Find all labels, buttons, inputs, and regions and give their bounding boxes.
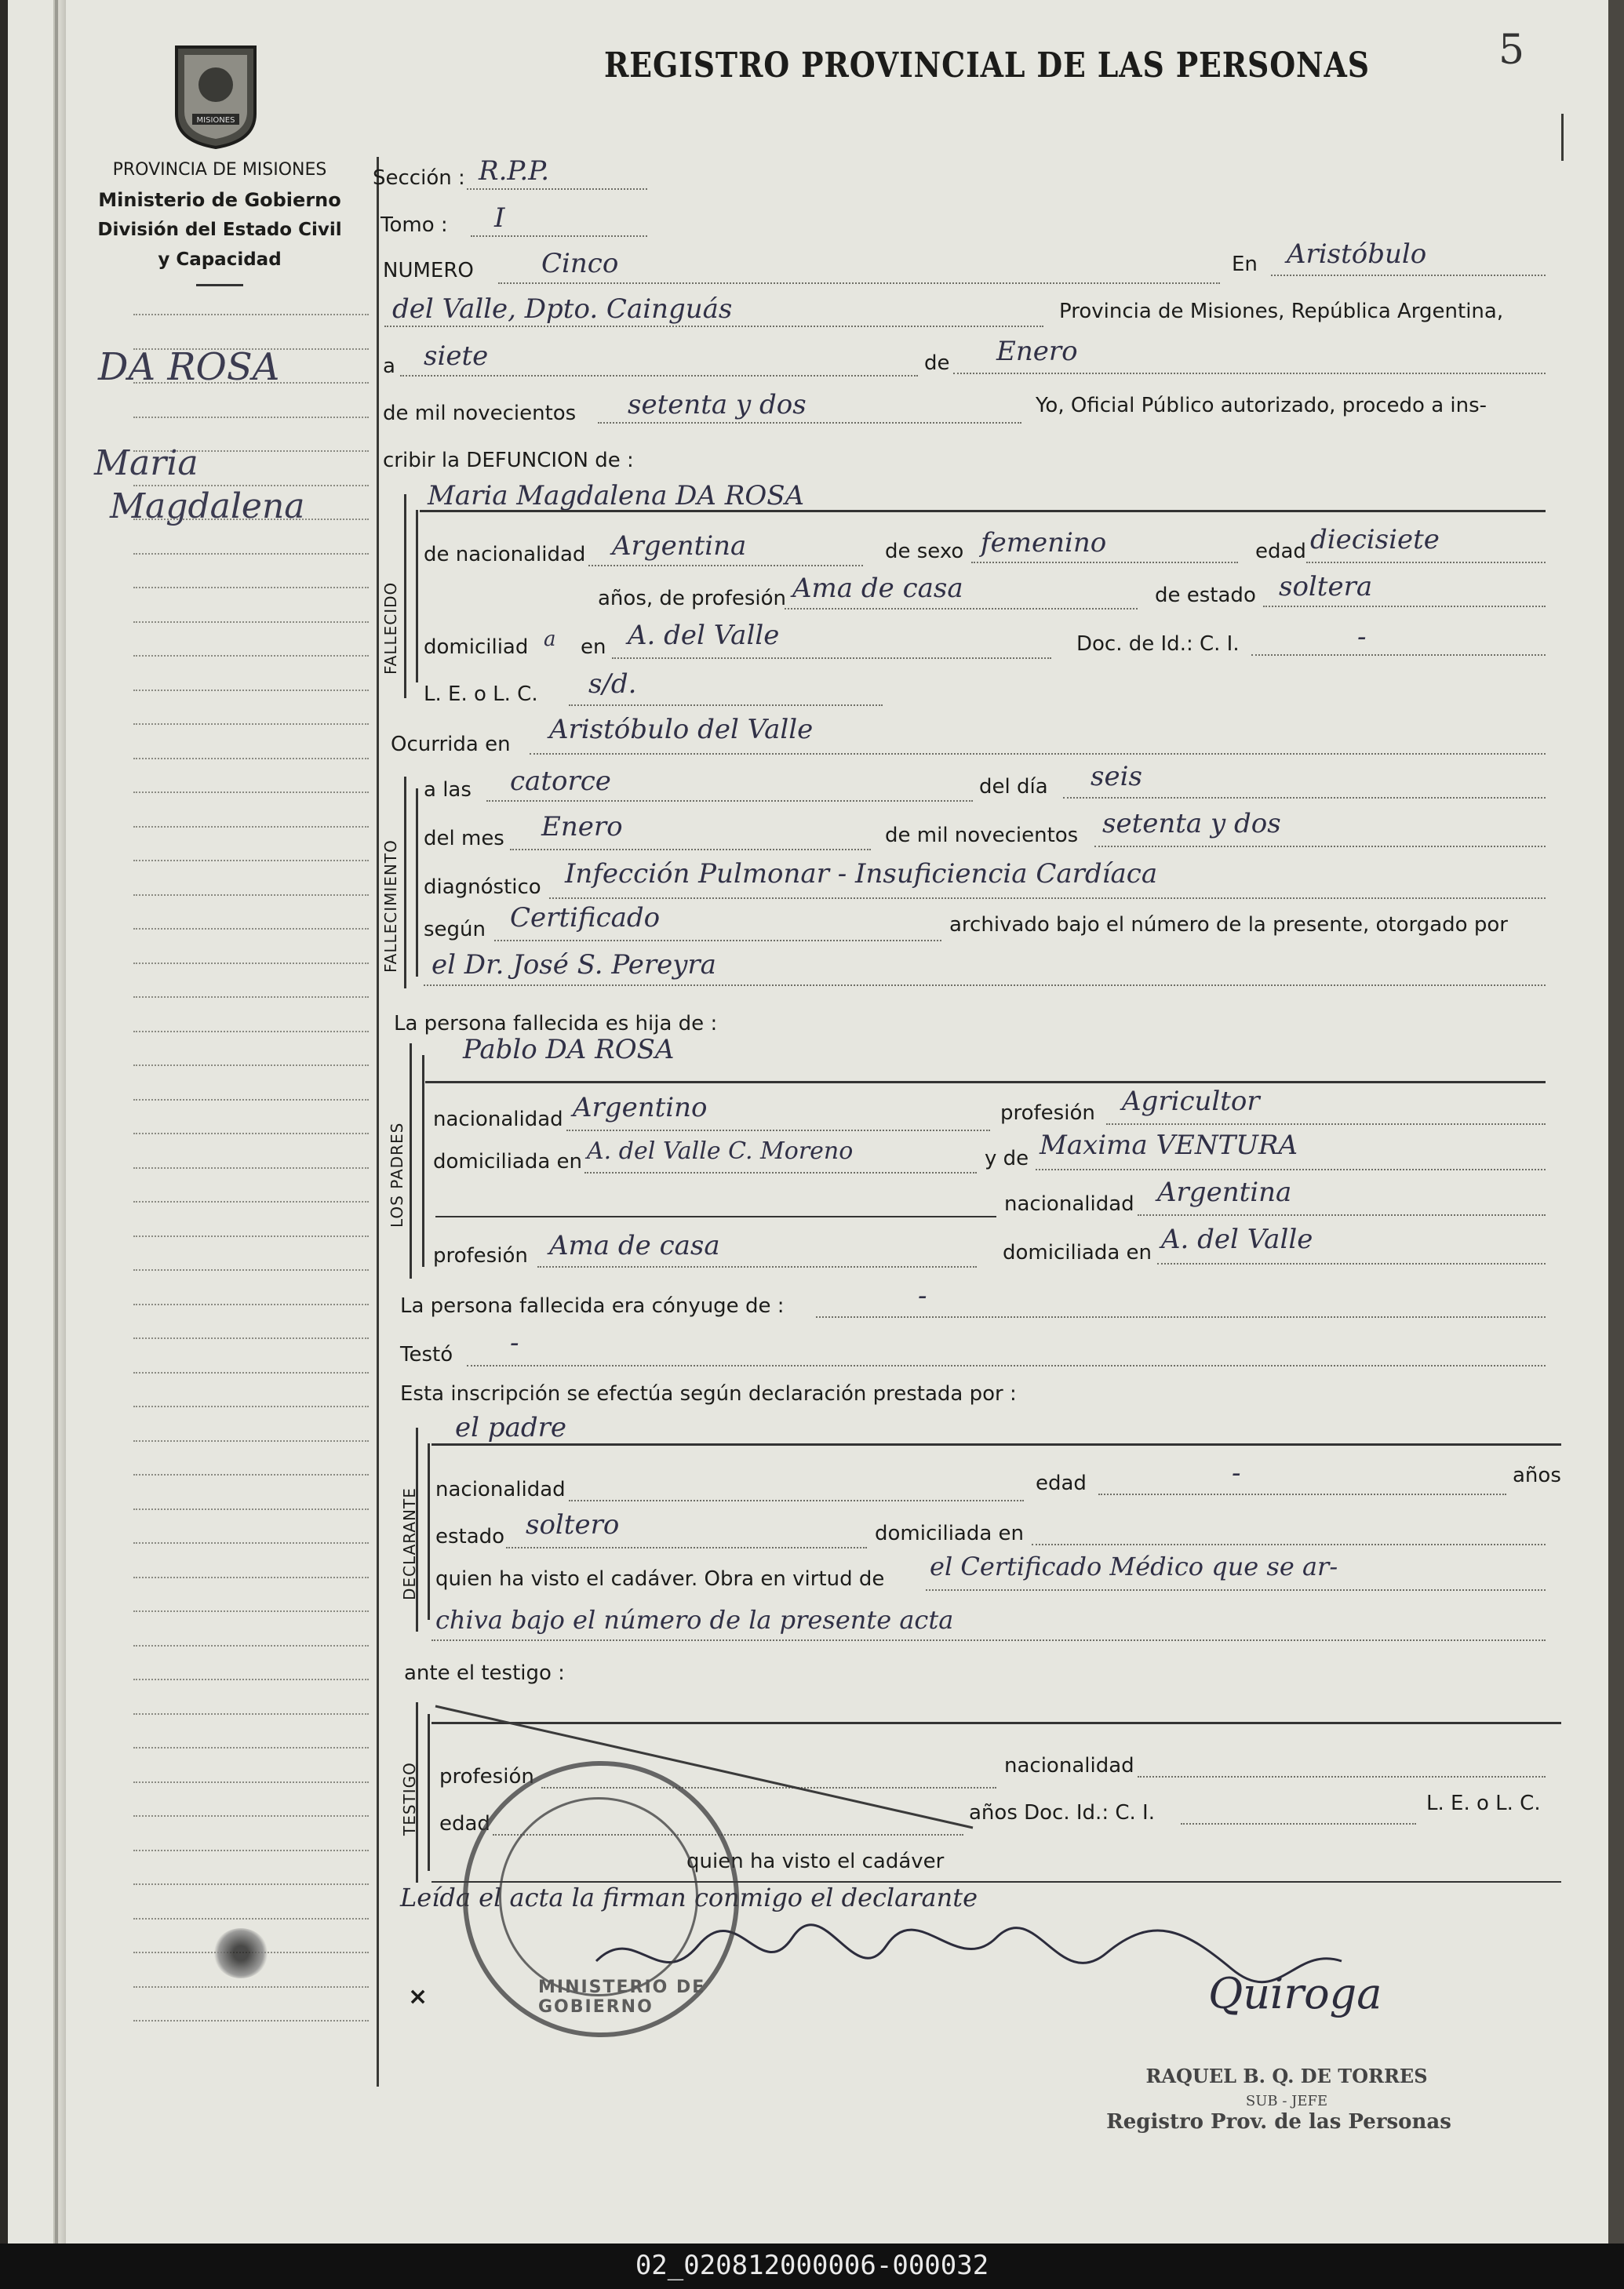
label-nacionalidad-madre: nacionalidad [1004,1192,1134,1216]
label-del-dia: del día [979,775,1048,799]
label-edad: edad [1255,540,1306,563]
page-edge [1608,0,1624,2244]
issuer-capacity: y Capacidad [158,249,282,270]
section-declarante: DECLARANTE [400,1487,419,1600]
value-numero: Cinco [541,248,619,279]
value-otorgado-por: el Dr. José S. Pereyra [431,949,716,981]
label-profesion-padre: profesión [1000,1101,1095,1125]
label-a: a [383,355,395,378]
official-signature: Quiroga [1208,1969,1382,2018]
margin-given-name-2: Magdalena [110,486,305,526]
margin-surname: DA ROSA [98,345,280,389]
value-segun: Certificado [510,902,661,933]
label-oficial-publico: Yo, Oficial Público autorizado, procedo a ins- [1036,394,1487,417]
section-fallecimiento: FALLECIMIENTO [381,839,400,973]
label-anos-doc-testigo: años Doc. Id.: C. I. [969,1801,1155,1825]
svg-text:MISIONES: MISIONES [196,116,235,125]
label-de-estado: de estado [1155,584,1256,607]
value-obra-virtud-2: chiva bajo el número de la presente acta [435,1605,954,1635]
value-obra-virtud: el Certificado Médico que se ar- [930,1552,1338,1581]
value-madre: Maxima VENTURA [1040,1130,1298,1161]
value-mes: Enero [996,336,1078,367]
value-tomo: I [494,202,505,234]
label-quien-ha-visto: quien ha visto el cadáver. Obra en virtud de [435,1567,885,1591]
value-nombre-fallecido: Maria Magdalena DA ROSA [428,480,805,511]
value-profesion: Ama de casa [792,573,963,604]
issuer-ministry: Ministerio de Gobierno [98,189,341,211]
label-de-mil-nov-2: de mil novecientos [885,824,1079,847]
value-dia: siete [424,340,489,372]
label-provincia: Provincia de Misiones, República Argentina, [1059,300,1504,323]
label-de: de [924,351,950,375]
value-lugar-cont: del Valle, Dpto. Cainguás [392,293,733,325]
official-role: SUB - JEFE [1245,2093,1328,2109]
value-padre-profesion: Agricultor [1122,1086,1260,1117]
label-nacionalidad-padre: nacionalidad [433,1108,563,1131]
value-diagnostico: Infección Pulmonar - Insuficiencia Cardíaca [565,858,1158,890]
issuer-block [63,155,377,275]
value-padre: Pablo DA ROSA [463,1034,675,1065]
value-padre-nacionalidad: Argentino [573,1092,708,1123]
label-domiciliada-madre: domiciliada en [1003,1241,1152,1265]
label-de-sexo: de sexo [885,540,964,563]
label-del-mes: del mes [424,827,504,850]
label-de-mil-novecientos: de mil novecientos [383,402,577,425]
image-caption: 02_020812000006-000032 [635,2250,989,2281]
label-ante-testigo: ante el testigo : [404,1661,565,1685]
label-conyuge: La persona fallecida era cónyuge de : [400,1294,785,1318]
value-en-lugar: Aristóbulo [1287,238,1427,270]
section-los-padres: LOS PADRES [388,1122,406,1228]
value-declarante-estado: soltero [526,1509,620,1541]
label-de-nacionalidad: de nacionalidad [424,543,586,566]
label-en: En [1232,253,1258,276]
value-ocurrida-en: Aristóbulo del Valle [549,714,814,745]
value-seccion: R.P.P. [479,155,549,187]
document-title: REGISTRO PROVINCIAL DE LAS PERSONAS [604,45,1370,86]
label-profesion-madre: profesión [433,1244,528,1268]
value-sexo: femenino [981,527,1107,559]
provincial-seal-icon [165,39,267,149]
label-domiciliada-declarante: domiciliada en [875,1522,1025,1545]
label-a-las: a las [424,778,472,802]
value-anio: setenta y dos [628,389,807,420]
value-doc-ci: - [1357,621,1367,653]
label-nacionalidad-declarante: nacionalidad [435,1478,566,1501]
label-anos-declarante: años [1513,1464,1561,1487]
column-divider [377,157,379,2087]
label-y-de: y de [985,1147,1029,1170]
value-domicilio: A. del Valle [628,620,780,651]
value-edad: diecisiete [1310,524,1440,555]
label-le-lc: L. E. o L. C. [424,682,538,706]
label-archivado: archivado bajo el número de la presente, otorgado por [949,913,1508,937]
label-diagnostico: diagnóstico [424,875,541,899]
label-edad-declarante: edad [1036,1472,1087,1495]
label-segun: según [424,918,486,941]
official-stamp [463,1761,739,2037]
page-number: 5 [1498,27,1525,74]
value-estado: soltera [1279,571,1373,602]
value-del-dia: seis [1091,761,1142,792]
label-en-domicilio: en [581,635,606,659]
value-hora: catorce [510,766,611,797]
section-testigo: TESTIGO [400,1762,419,1836]
x-mark: × [408,1983,428,2011]
label-quien-ha-visto-testigo: quien ha visto el cadáver [686,1850,945,1873]
right-rule [1561,114,1564,161]
stamp-text: MINISTERIO DE GOBIERNO [538,1978,706,2017]
value-madre-nacionalidad: Argentina [1157,1177,1292,1208]
label-hija-de: La persona fallecida es hija de : [394,1012,718,1035]
label-estado-declarante: estado [435,1525,505,1548]
binding-line [55,0,58,2244]
margin-given-name-1: Maria [94,443,198,483]
issuer-division: División del Estado Civil [97,220,342,240]
value-anio-2: setenta y dos [1102,808,1281,839]
label-domiciliada-padres: domiciliada en [433,1150,583,1174]
value-nacionalidad: Argentina [612,530,747,562]
document-page [8,0,1616,2244]
official-name: RAQUEL B. Q. DE TORRES [1145,2065,1428,2087]
label-edad-testigo: edad [439,1812,490,1836]
label-nacionalidad-testigo: nacionalidad [1004,1754,1134,1778]
label-numero: NUMERO [383,259,474,282]
label-testo: Testó [400,1343,453,1366]
section-fallecido: FALLECIDO [381,581,400,675]
issuer-province: PROVINCIA DE MISIONES [112,160,327,180]
value-madre-domicilio: A. del Valle [1161,1224,1313,1255]
value-declarante-edad: - [1232,1457,1241,1489]
value-firma-text: Leída el acta la firman conmigo el declarante [400,1883,978,1912]
label-anos-profesion: años, de profesión [598,587,786,610]
margin-ruled-lines [133,314,369,2054]
official-office: Registro Prov. de las Personas [1106,2110,1451,2134]
value-domicilio-suffix: a [544,628,556,651]
issuer-rule [196,284,243,286]
fingerprint-mark [213,1928,268,1978]
label-le-lc-testigo: L. E. o L. C. [1426,1792,1541,1815]
value-del-mes: Enero [541,811,623,842]
value-le-lc: s/d. [588,668,637,700]
value-testo: - [510,1327,519,1359]
label-inscripcion: Esta inscripción se efectúa según declaración prestada por : [400,1382,1017,1406]
value-madre-profesion: Ama de casa [549,1230,720,1261]
label-profesion-testigo: profesión [439,1765,534,1789]
value-conyuge: - [918,1280,927,1312]
label-seccion: Sección : [373,166,465,190]
value-declarante: el padre [455,1412,566,1443]
label-inscribir-defuncion: cribir la DEFUNCION de : [383,449,634,472]
label-domiciliada: domiciliad [424,635,529,659]
label-tomo: Tomo : [381,213,448,237]
value-padres-domicilio: A. del Valle C. Moreno [587,1137,854,1165]
label-doc-id: Doc. de Id.: C. I. [1076,632,1240,656]
label-ocurrida-en: Ocurrida en [391,733,511,756]
